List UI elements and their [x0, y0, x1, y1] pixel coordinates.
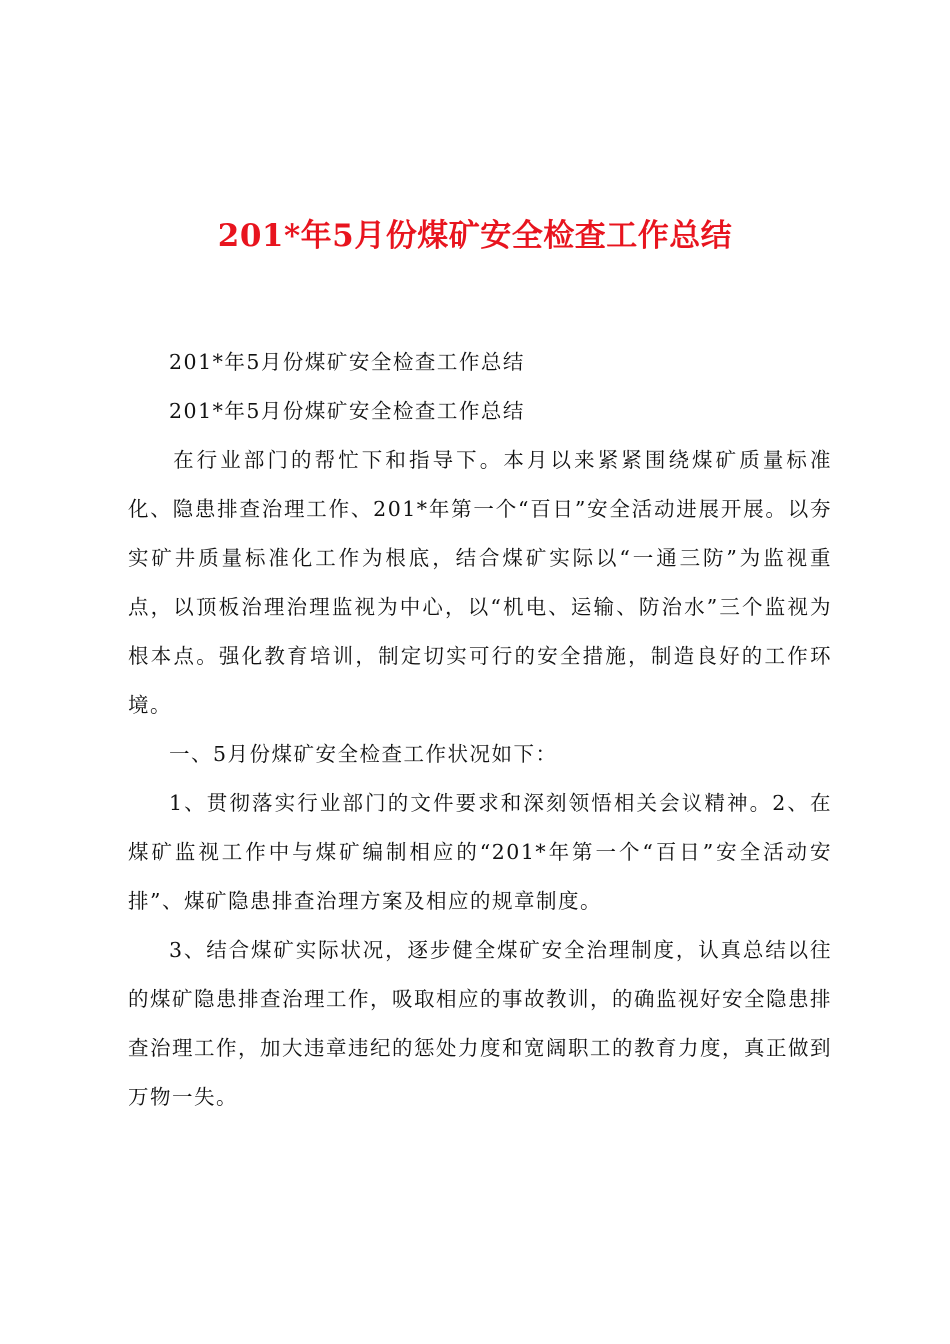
paragraph-item-1-2: 1、贯彻落实行业部门的文件要求和深刻领悟相关会议精神。2、在煤矿监视工作中与煤矿编制相应的“201*年第一个“百日”安全活动安排”、煤矿隐患排查治理方案及相应的规章制度。	[128, 791, 832, 913]
paragraph-subtitle-2: 201*年5月份煤矿安全检查工作总结	[169, 399, 525, 423]
paragraph-item-3: 3、结合煤矿实际状况，逐步健全煤矿安全治理制度，认真总结以往的煤矿隐患排查治理工作，吸取相应的事故教训，的确监视好安全隐患排查治理工作，加大违章违纪的惩处力度和宽阔职工的教育力度，真正做到万物一失。	[128, 938, 832, 1109]
paragraph-intro: 在行业部门的帮忙下和指导下。本月以来紧紧围绕煤矿质量标准化、隐患排查治理工作、201*年第一个“百日”安全活动进展开展。以夯实矿井质量标准化工作为根底，结合煤矿实际以“一通三防”为监视重点，以顶板治理治理监视为中心，以“机电、运输、防治水”三个监视为根本点。强化教育培训，制定切实可行的安全措施，制造良好的工作环境。	[128, 448, 832, 717]
document-title: 201*年5月份煤矿安全检查工作总结	[217, 218, 733, 254]
paragraph-subtitle-1: 201*年5月份煤矿安全检查工作总结	[169, 350, 525, 374]
section-heading-1: 一、5月份煤矿安全检查工作状况如下：	[169, 742, 558, 766]
document-body	[128, 338, 832, 1122]
